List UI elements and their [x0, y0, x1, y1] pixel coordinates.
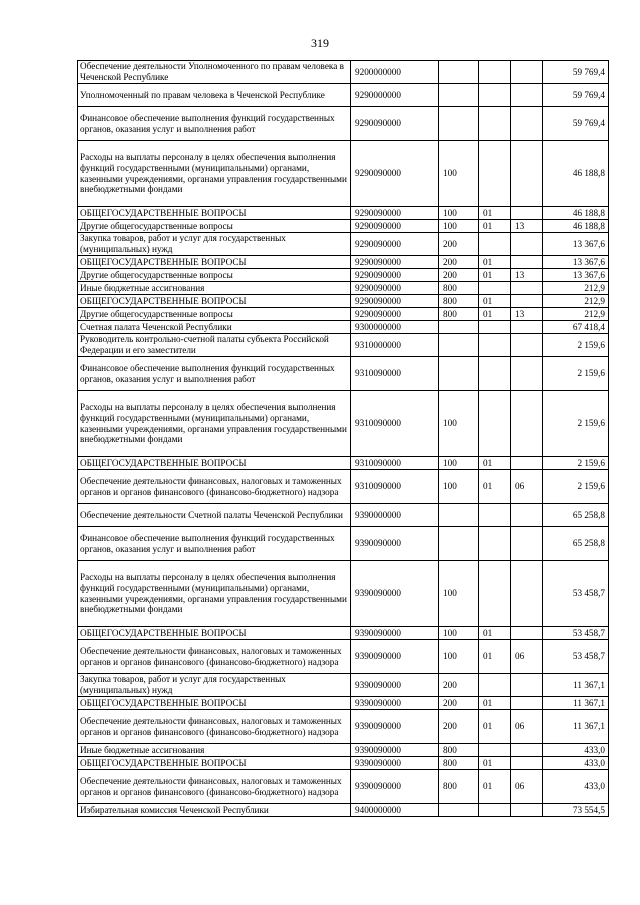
row-pr — [511, 697, 543, 710]
row-pr — [511, 282, 543, 295]
row-code: 9390090000 — [351, 770, 439, 804]
row-amount: 212,9 — [543, 282, 609, 295]
row-code: 9290090000 — [351, 256, 439, 269]
row-code: 9310090000 — [351, 457, 439, 470]
row-pr: 13 — [511, 308, 543, 321]
row-code: 9290000000 — [351, 84, 439, 107]
row-amount: 2 159,6 — [543, 357, 609, 391]
row-name: Финансовое обеспечение выполнения функций государственных органов, оказания услуг и выполнения работ — [78, 527, 351, 561]
row-rz: 01 — [479, 640, 511, 674]
row-code: 9290090000 — [351, 295, 439, 308]
row-code: 9290090000 — [351, 269, 439, 282]
row-amount: 433,0 — [543, 770, 609, 804]
row-vr: 100 — [439, 470, 479, 504]
row-name: ОБЩЕГОСУДАРСТВЕННЫЕ ВОПРОСЫ — [78, 457, 351, 470]
row-rz — [479, 674, 511, 697]
table-row — [78, 207, 609, 220]
row-rz: 01 — [479, 308, 511, 321]
row-pr — [511, 561, 543, 627]
row-name: Другие общегосударственные вопросы — [78, 220, 351, 233]
row-amount: 46 188,8 — [543, 220, 609, 233]
row-code: 9290090000 — [351, 220, 439, 233]
table-row — [78, 295, 609, 308]
row-amount: 2 159,6 — [543, 391, 609, 457]
row-name: Расходы на выплаты персоналу в целях обеспечения выполнения функций государственными (муниципальными) органами, казенными учреждениями, органами управления государственными внебюджетными фондами — [78, 561, 351, 627]
row-amount: 433,0 — [543, 744, 609, 757]
row-rz: 01 — [479, 256, 511, 269]
row-amount: 53 458,7 — [543, 561, 609, 627]
row-pr — [511, 207, 543, 220]
row-name: Финансовое обеспечение выполнения функций государственных органов, оказания услуг и выполнения работ — [78, 357, 351, 391]
row-vr — [439, 61, 479, 84]
table-row — [78, 561, 609, 627]
row-pr: 06 — [511, 470, 543, 504]
row-vr: 200 — [439, 697, 479, 710]
row-vr: 200 — [439, 256, 479, 269]
row-rz — [479, 527, 511, 561]
table-row — [78, 804, 609, 817]
table-row — [78, 334, 609, 357]
row-pr — [511, 527, 543, 561]
row-name: Избирательная комиссия Чеченской Республики — [78, 804, 351, 817]
row-amount: 11 367,1 — [543, 697, 609, 710]
row-vr: 100 — [439, 640, 479, 674]
row-amount: 59 769,4 — [543, 107, 609, 141]
row-vr: 200 — [439, 710, 479, 744]
row-code: 9390090000 — [351, 640, 439, 674]
row-rz: 01 — [479, 697, 511, 710]
row-vr — [439, 357, 479, 391]
row-vr: 800 — [439, 282, 479, 295]
table-row — [78, 220, 609, 233]
row-rz — [479, 84, 511, 107]
row-pr — [511, 457, 543, 470]
row-pr — [511, 84, 543, 107]
row-code: 9390090000 — [351, 757, 439, 770]
row-pr — [511, 334, 543, 357]
table-row — [78, 141, 609, 207]
row-pr — [511, 233, 543, 256]
row-name: ОБЩЕГОСУДАРСТВЕННЫЕ ВОПРОСЫ — [78, 256, 351, 269]
row-code: 9390090000 — [351, 627, 439, 640]
row-name: Закупка товаров, работ и услуг для государственных (муниципальных) нужд — [78, 674, 351, 697]
row-code: 9310090000 — [351, 391, 439, 457]
row-code: 9290090000 — [351, 233, 439, 256]
table-row — [78, 527, 609, 561]
row-amount: 53 458,7 — [543, 627, 609, 640]
table-row — [78, 61, 609, 84]
row-code: 9390090000 — [351, 744, 439, 757]
row-name: Обеспечение деятельности Счетной палаты Чеченской Республики — [78, 504, 351, 527]
row-name: Расходы на выплаты персоналу в целях обеспечения выполнения функций государственными (муниципальными) органами, казенными учреждениями, органами управления государственными внебюджетными фондами — [78, 141, 351, 207]
table-row — [78, 84, 609, 107]
budget-table — [77, 60, 609, 817]
row-rz — [479, 334, 511, 357]
row-rz — [479, 233, 511, 256]
row-name: Другие общегосударственные вопросы — [78, 308, 351, 321]
row-pr: 06 — [511, 770, 543, 804]
row-amount: 2 159,6 — [543, 457, 609, 470]
row-amount: 46 188,8 — [543, 141, 609, 207]
row-amount: 59 769,4 — [543, 61, 609, 84]
row-code: 9390090000 — [351, 697, 439, 710]
row-amount: 53 458,7 — [543, 640, 609, 674]
row-name: Обеспечение деятельности финансовых, налоговых и таможенных органов и органов финансового (финансово-бюджетного) надзора — [78, 770, 351, 804]
row-pr — [511, 391, 543, 457]
table-row — [78, 744, 609, 757]
table-row — [78, 308, 609, 321]
row-vr — [439, 84, 479, 107]
row-pr — [511, 357, 543, 391]
row-name: Счетная палата Чеченской Республики — [78, 321, 351, 334]
row-rz — [479, 282, 511, 295]
row-amount: 13 367,6 — [543, 256, 609, 269]
table-row — [78, 269, 609, 282]
row-rz: 01 — [479, 295, 511, 308]
row-amount: 212,9 — [543, 295, 609, 308]
row-amount: 67 418,4 — [543, 321, 609, 334]
row-amount: 433,0 — [543, 757, 609, 770]
table-row — [78, 674, 609, 697]
table-row — [78, 757, 609, 770]
row-amount: 46 188,8 — [543, 207, 609, 220]
row-code: 9400000000 — [351, 804, 439, 817]
row-rz — [479, 61, 511, 84]
row-vr: 100 — [439, 561, 479, 627]
row-rz — [479, 561, 511, 627]
row-pr — [511, 295, 543, 308]
row-amount: 2 159,6 — [543, 334, 609, 357]
row-name: Иные бюджетные ассигнования — [78, 282, 351, 295]
row-name: ОБЩЕГОСУДАРСТВЕННЫЕ ВОПРОСЫ — [78, 697, 351, 710]
row-code: 9310090000 — [351, 357, 439, 391]
row-rz: 01 — [479, 770, 511, 804]
row-name: Расходы на выплаты персоналу в целях обеспечения выполнения функций государственными (муниципальными) органами, казенными учреждениями, органами управления государственными внебюджетными фондами — [78, 391, 351, 457]
row-name: ОБЩЕГОСУДАРСТВЕННЫЕ ВОПРОСЫ — [78, 295, 351, 308]
row-name: Закупка товаров, работ и услуг для государственных (муниципальных) нужд — [78, 233, 351, 256]
row-code: 9390090000 — [351, 710, 439, 744]
table-row — [78, 282, 609, 295]
row-rz: 01 — [479, 207, 511, 220]
row-rz — [479, 357, 511, 391]
row-code: 9290090000 — [351, 282, 439, 295]
row-vr: 200 — [439, 269, 479, 282]
row-amount: 73 554,5 — [543, 804, 609, 817]
row-code: 9290090000 — [351, 107, 439, 141]
row-vr: 200 — [439, 674, 479, 697]
row-rz: 01 — [479, 627, 511, 640]
row-name: Обеспечение деятельности Уполномоченного по правам человека в Чеченской Республике — [78, 61, 351, 84]
row-vr: 800 — [439, 757, 479, 770]
row-amount: 11 367,1 — [543, 710, 609, 744]
row-rz — [479, 744, 511, 757]
row-vr: 200 — [439, 233, 479, 256]
row-rz — [479, 141, 511, 207]
row-pr — [511, 256, 543, 269]
row-rz — [479, 321, 511, 334]
row-vr: 800 — [439, 308, 479, 321]
row-vr — [439, 334, 479, 357]
row-code: 9390090000 — [351, 674, 439, 697]
row-rz — [479, 504, 511, 527]
row-vr: 100 — [439, 391, 479, 457]
table-row — [78, 710, 609, 744]
table-row — [78, 640, 609, 674]
row-pr: 13 — [511, 220, 543, 233]
row-name: Руководитель контрольно-счетной палаты субъекта Российской Федерации и его заместители — [78, 334, 351, 357]
row-amount: 65 258,8 — [543, 504, 609, 527]
row-pr — [511, 504, 543, 527]
table-row — [78, 470, 609, 504]
row-pr — [511, 141, 543, 207]
row-rz: 01 — [479, 470, 511, 504]
row-rz — [479, 107, 511, 141]
row-amount: 13 367,6 — [543, 269, 609, 282]
row-code: 9310000000 — [351, 334, 439, 357]
table-row — [78, 504, 609, 527]
row-code: 9390090000 — [351, 561, 439, 627]
row-pr — [511, 757, 543, 770]
row-name: Обеспечение деятельности финансовых, налоговых и таможенных органов и органов финансового (финансово-бюджетного) надзора — [78, 470, 351, 504]
row-vr: 100 — [439, 627, 479, 640]
row-pr — [511, 107, 543, 141]
row-code: 9390000000 — [351, 504, 439, 527]
row-rz: 01 — [479, 710, 511, 744]
row-name: Финансовое обеспечение выполнения функций государственных органов, оказания услуг и выполнения работ — [78, 107, 351, 141]
row-vr: 100 — [439, 457, 479, 470]
page-number: 319 — [311, 36, 329, 50]
row-code: 9390090000 — [351, 527, 439, 561]
table-row — [78, 457, 609, 470]
table-row — [78, 233, 609, 256]
row-pr — [511, 744, 543, 757]
row-code: 9290090000 — [351, 141, 439, 207]
row-amount: 2 159,6 — [543, 470, 609, 504]
row-pr: 06 — [511, 640, 543, 674]
row-amount: 11 367,1 — [543, 674, 609, 697]
row-code: 9290090000 — [351, 207, 439, 220]
row-rz: 01 — [479, 269, 511, 282]
row-amount: 59 769,4 — [543, 84, 609, 107]
row-rz — [479, 391, 511, 457]
row-code: 9290090000 — [351, 308, 439, 321]
row-rz: 01 — [479, 457, 511, 470]
row-pr — [511, 61, 543, 84]
row-pr: 06 — [511, 710, 543, 744]
row-name: ОБЩЕГОСУДАРСТВЕННЫЕ ВОПРОСЫ — [78, 627, 351, 640]
row-rz: 01 — [479, 757, 511, 770]
row-rz: 01 — [479, 220, 511, 233]
row-code: 9200000000 — [351, 61, 439, 84]
row-name: Обеспечение деятельности финансовых, налоговых и таможенных органов и органов финансового (финансово-бюджетного) надзора — [78, 640, 351, 674]
row-pr — [511, 627, 543, 640]
row-pr — [511, 674, 543, 697]
row-vr: 800 — [439, 770, 479, 804]
row-name: Иные бюджетные ассигнования — [78, 744, 351, 757]
table-row — [78, 770, 609, 804]
row-pr: 13 — [511, 269, 543, 282]
table-row — [78, 391, 609, 457]
row-pr — [511, 804, 543, 817]
table-row — [78, 321, 609, 334]
row-pr — [511, 321, 543, 334]
row-vr — [439, 804, 479, 817]
row-vr — [439, 107, 479, 141]
row-vr: 800 — [439, 295, 479, 308]
row-vr: 100 — [439, 220, 479, 233]
row-vr: 800 — [439, 744, 479, 757]
table-row — [78, 357, 609, 391]
row-name: Обеспечение деятельности финансовых, налоговых и таможенных органов и органов финансового (финансово-бюджетного) надзора — [78, 710, 351, 744]
row-vr: 100 — [439, 207, 479, 220]
table-row — [78, 697, 609, 710]
table-row — [78, 256, 609, 269]
row-name: Уполномоченный по правам человека в Чеченской Республике — [78, 84, 351, 107]
row-vr: 100 — [439, 141, 479, 207]
row-amount: 13 367,6 — [543, 233, 609, 256]
row-vr — [439, 321, 479, 334]
row-code: 9300000000 — [351, 321, 439, 334]
row-name: Другие общегосударственные вопросы — [78, 269, 351, 282]
row-name: ОБЩЕГОСУДАРСТВЕННЫЕ ВОПРОСЫ — [78, 757, 351, 770]
table-row — [78, 627, 609, 640]
row-code: 9310090000 — [351, 470, 439, 504]
row-vr — [439, 527, 479, 561]
row-amount: 65 258,8 — [543, 527, 609, 561]
row-name: ОБЩЕГОСУДАРСТВЕННЫЕ ВОПРОСЫ — [78, 207, 351, 220]
row-amount: 212,9 — [543, 308, 609, 321]
table-row — [78, 107, 609, 141]
row-vr — [439, 504, 479, 527]
row-rz — [479, 804, 511, 817]
